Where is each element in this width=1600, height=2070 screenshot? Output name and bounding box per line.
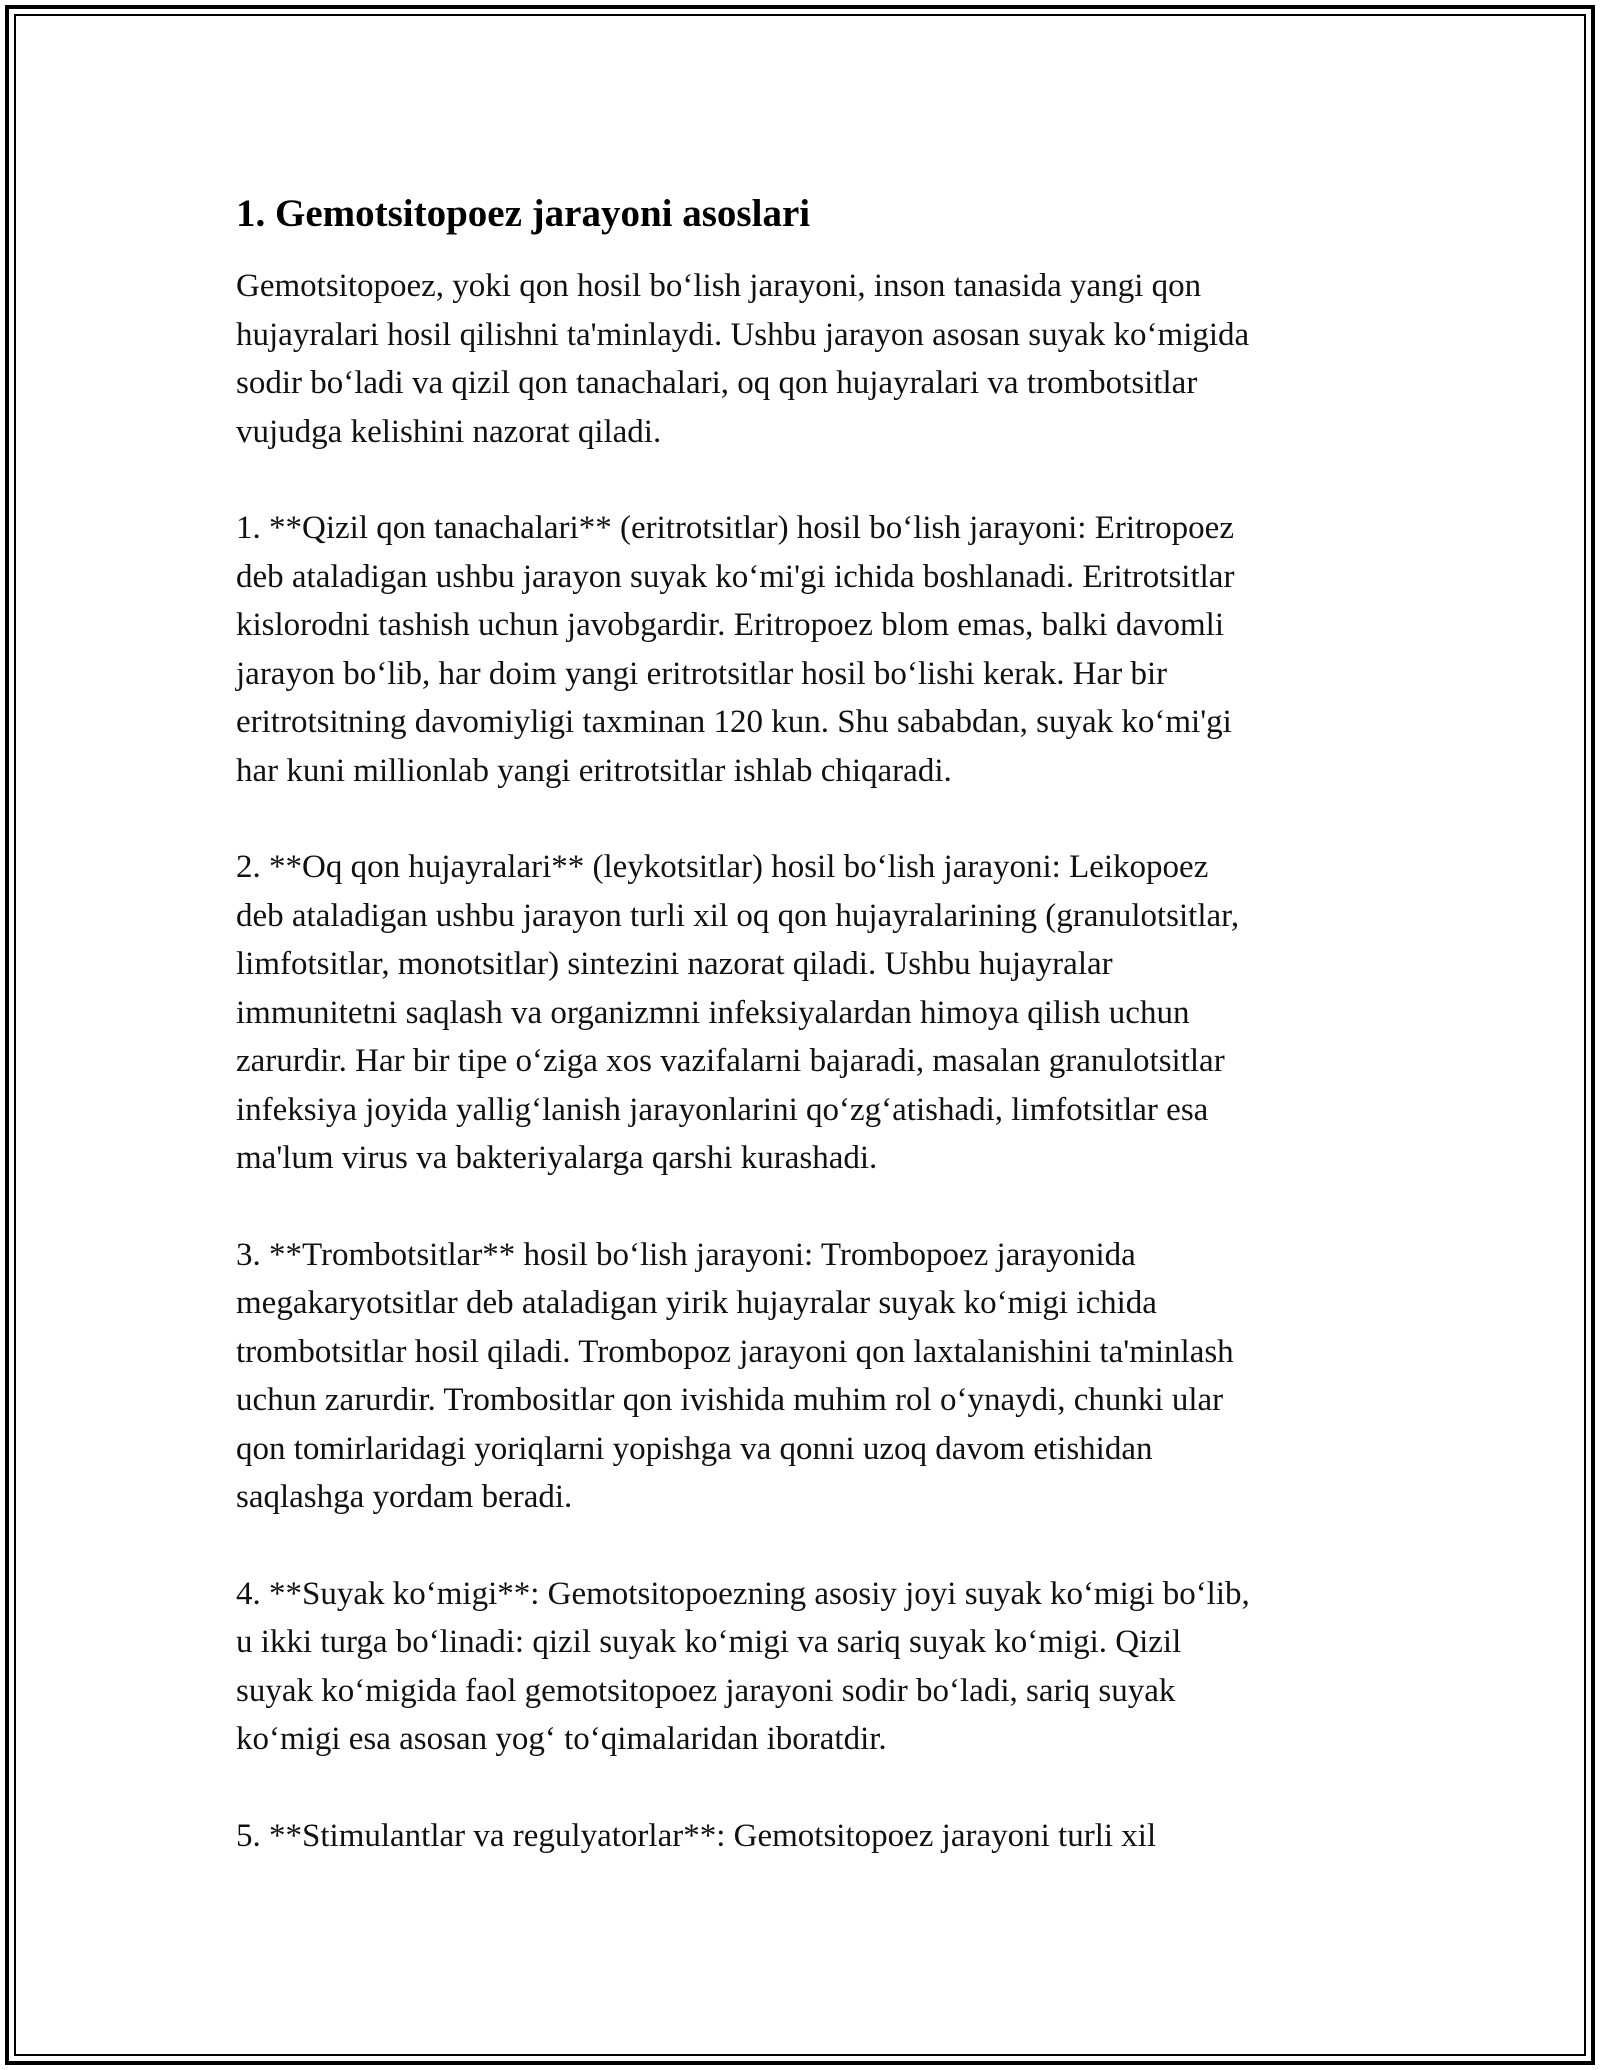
text-line: vujudga kelishini nazorat qiladi. <box>236 413 662 450</box>
text-line: 5. **Stimulantlar va regulyatorlar**: Gemotsitopoez jarayoni turli xil <box>236 1817 1157 1854</box>
list-item-red-blood-cells <box>236 504 1376 795</box>
text-line: trombotsitlar hosil qiladi. Trombopoz jarayoni qon laxtalanishini ta'minlash <box>236 1333 1234 1370</box>
text-line: har kuni millionlab yangi eritrotsitlar ishlab chiqaradi. <box>236 752 952 789</box>
text-line: qon tomirlaridagi yoriqlarni yopishga va qonni uzoq davom etishidan <box>236 1430 1153 1467</box>
text-line: 1. **Qizil qon tanachalari** (eritrotsitlar) hosil bo‘lish jarayoni: Eritropoez <box>236 510 1234 546</box>
text-line: ma'lum virus va bakteriyalarga qarshi kurashadi. <box>236 1140 878 1176</box>
list-item-white-blood-cells <box>236 843 1376 1183</box>
text-line: zarurdir. Har bir tipe o‘ziga xos vazifalarni bajaradi, masalan granulotsitlar <box>236 1043 1225 1079</box>
text-line: jarayon bo‘lib, har doim yangi eritrotsitlar hosil bo‘lishi kerak. Har bir <box>236 655 1168 692</box>
text-line: Gemotsitopoez, yoki qon hosil bo‘lish jarayoni, inson tanasida yangi qon <box>236 268 1202 304</box>
document-body <box>236 186 1376 1908</box>
section-heading: 1. Gemotsitopoez jarayoni asoslari <box>236 192 811 235</box>
text-line: deb ataladigan ushbu jarayon turli xil oq qon hujayralarining (granulotsitlar, <box>236 897 1240 934</box>
text-line: limfotsitlar, monotsitlar) sintezini nazorat qiladi. Ushbu hujayralar <box>236 946 1113 982</box>
text-line: 2. **Oq qon hujayralari** (leykotsitlar) hosil bo‘lish jarayoni: Leikopoez <box>236 849 1209 885</box>
text-line: hujayralari hosil qilishni ta'minlaydi. Ushbu jarayon asosan suyak ko‘migida <box>236 316 1250 353</box>
text-line: sodir bo‘ladi va qizil qon tanachalari, oq qon hujayralari va trombotsitlar <box>236 365 1198 401</box>
text-line: uchun zarurdir. Trombositlar qon ivishida muhim rol o‘ynaydi, chunki ular <box>236 1382 1224 1418</box>
text-line: saqlashga yordam beradi. <box>236 1479 573 1515</box>
text-line: kislorodni tashish uchun javobgardir. Eritropoez blom emas, balki davomli <box>236 607 1224 643</box>
text-line: infeksiya joyida yallig‘lanish jarayonlarini qo‘zg‘atishadi, limfotsitlar esa <box>236 1091 1209 1128</box>
list-item-stimulants <box>236 1812 1376 1861</box>
intro-paragraph <box>236 262 1376 456</box>
list-item-bone-marrow <box>236 1570 1376 1764</box>
list-item-platelets <box>236 1231 1376 1522</box>
text-line: deb ataladigan ushbu jarayon suyak ko‘mi'gi ichida boshlanadi. Eritrotsitlar <box>236 558 1235 595</box>
text-line: 3. **Trombotsitlar** hosil bo‘lish jarayoni: Trombopoez jarayonida <box>236 1236 1136 1273</box>
text-line: immunitetni saqlash va organizmni infeksiyalardan himoya qilish uchun <box>236 994 1190 1031</box>
text-line: 4. **Suyak ko‘migi**: Gemotsitopoezning asosiy joyi suyak ko‘migi bo‘lib, <box>236 1575 1250 1612</box>
text-line: eritrotsitning davomiyligi taxminan 120 kun. Shu sababdan, suyak ko‘mi'gi <box>236 704 1232 740</box>
text-line: suyak ko‘migida faol gemotsitopoez jarayoni sodir bo‘ladi, sariq suyak <box>236 1672 1176 1709</box>
text-line: ko‘migi esa asosan yog‘ to‘qimalaridan iboratdir. <box>236 1721 887 1757</box>
text-line: u ikki turga bo‘linadi: qizil suyak ko‘migi va sariq suyak ko‘migi. Qizil <box>236 1624 1182 1660</box>
text-line: megakaryotsitlar deb ataladigan yirik hujayralar suyak ko‘migi ichida <box>236 1285 1157 1321</box>
